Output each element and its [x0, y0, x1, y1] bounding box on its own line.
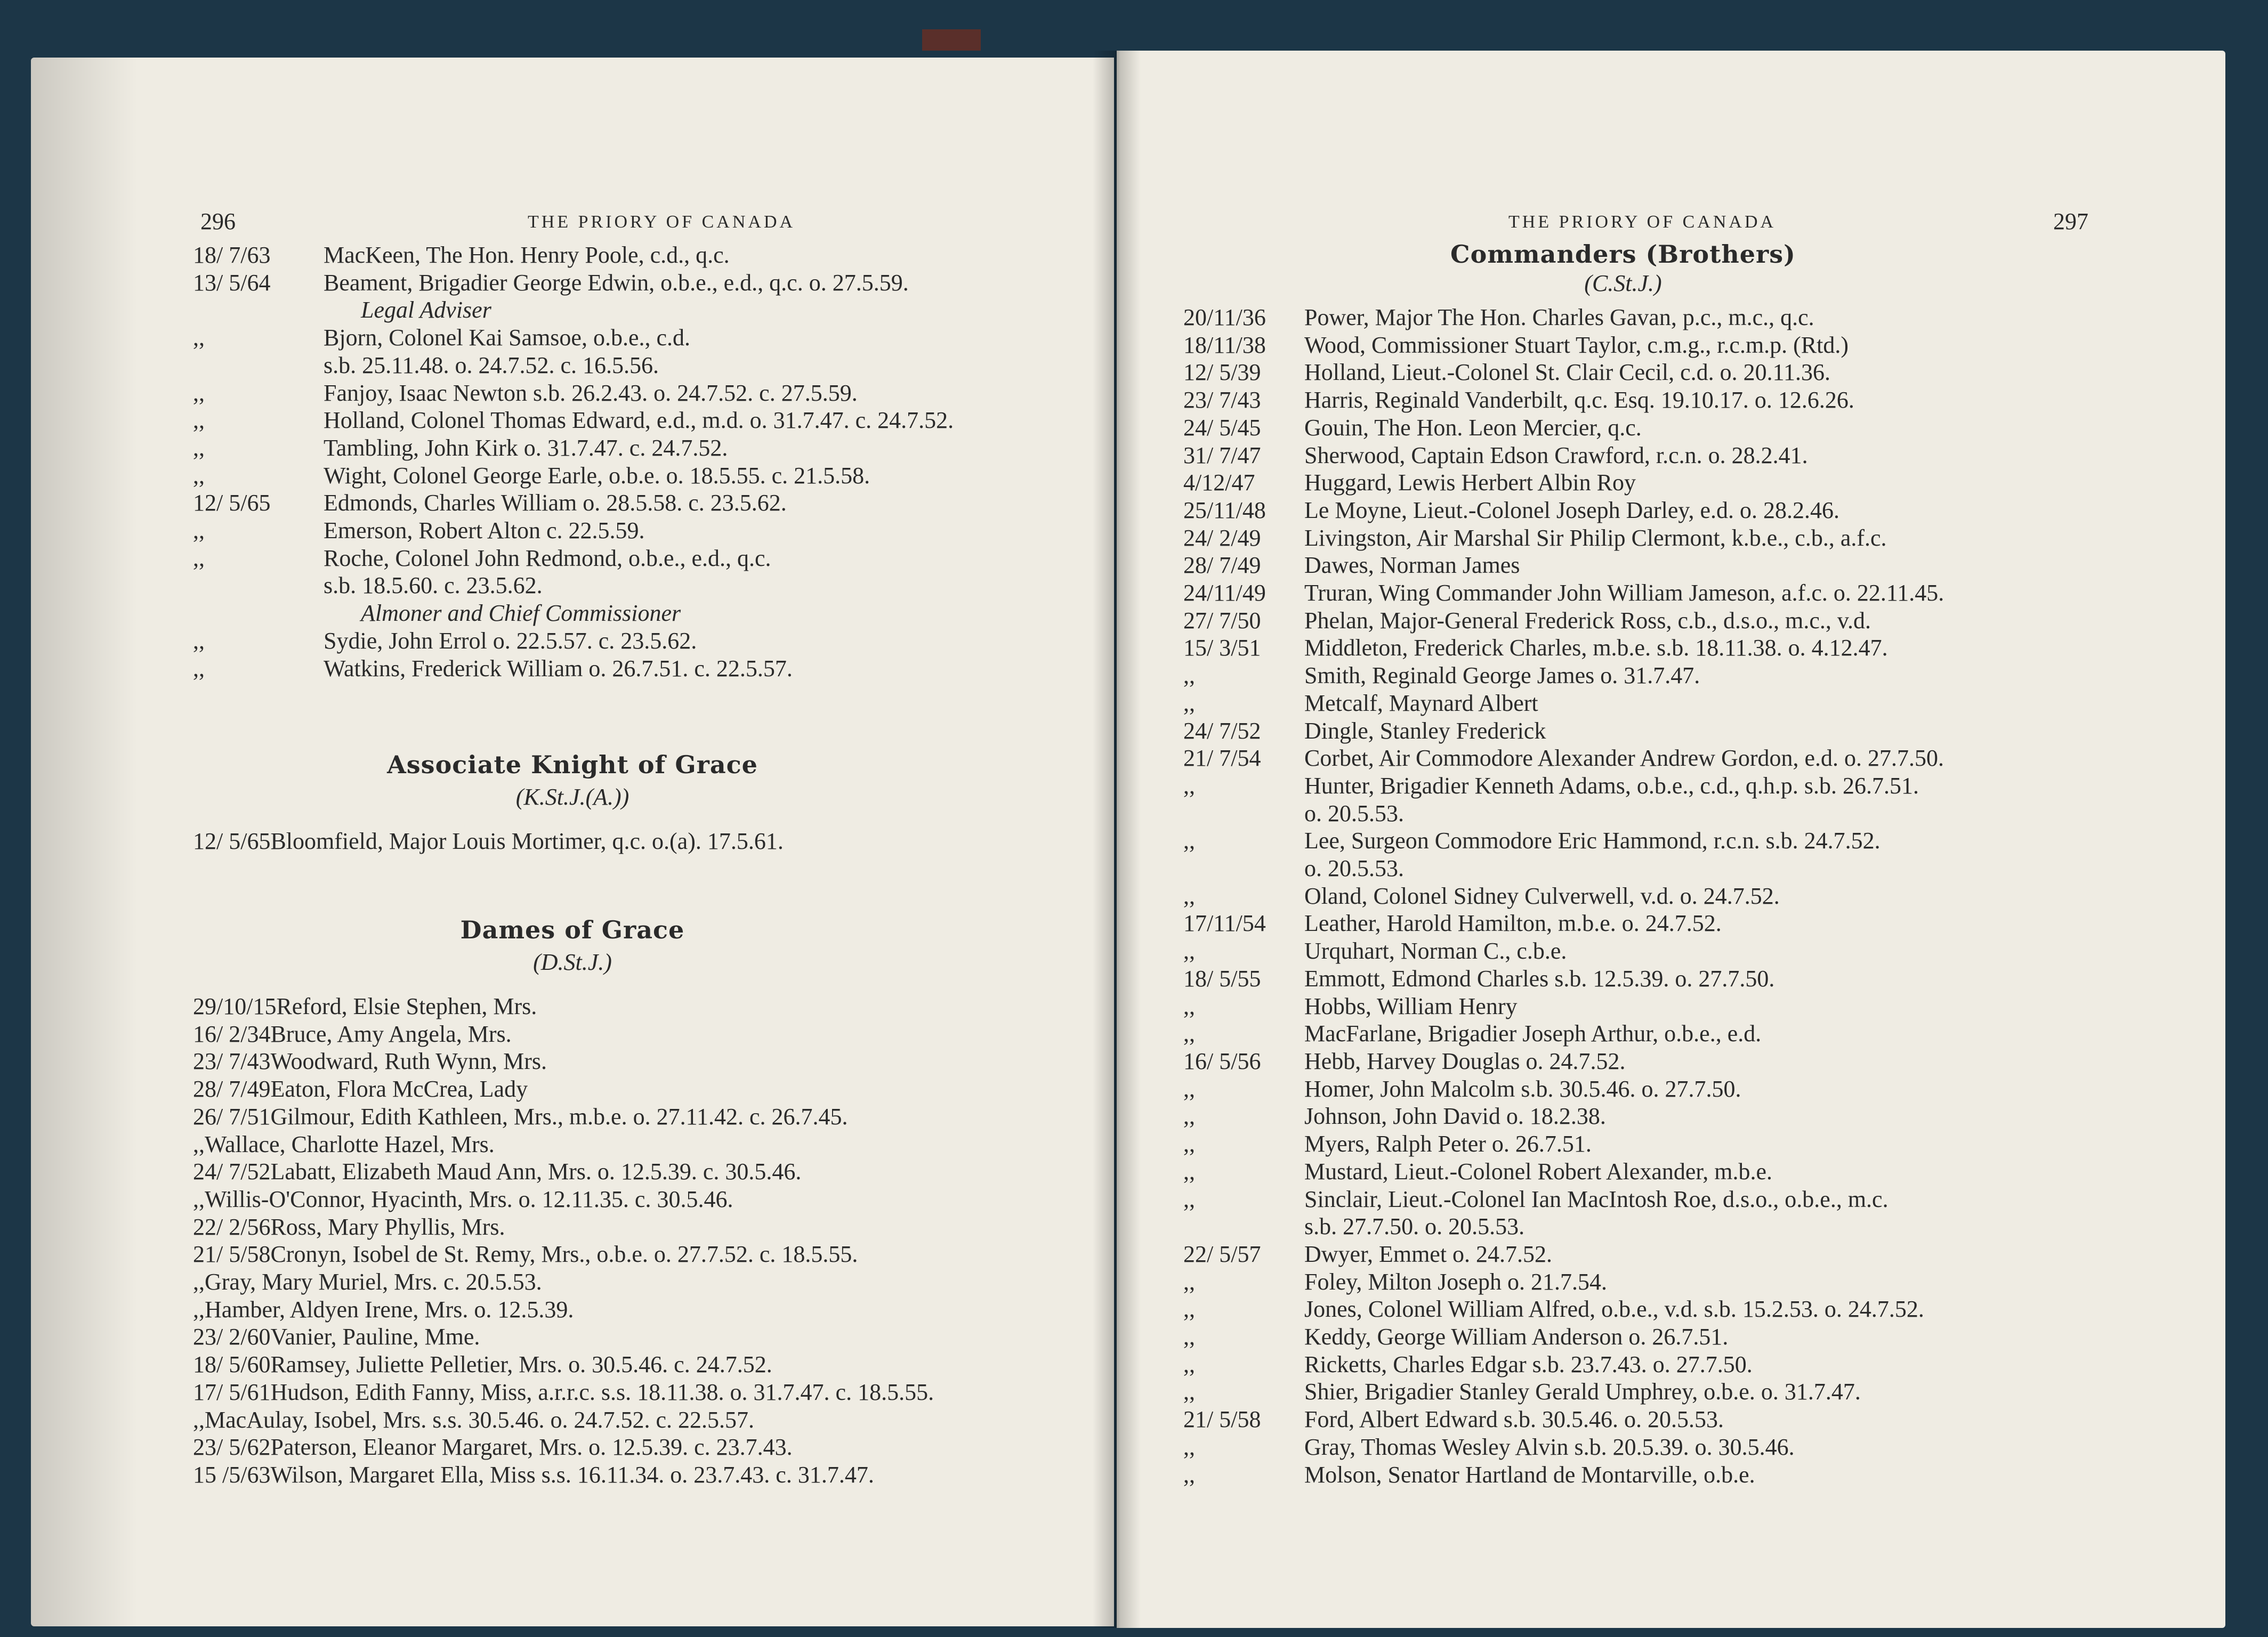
entry-text: Wight, Colonel George Earle, o.b.e. o. 18.5.55. c. 21.5.58. — [324, 462, 870, 489]
list-item — [193, 1323, 934, 1351]
entry-date: 15 /5/63 — [193, 1461, 271, 1488]
entry-date: 23/ 5/62 — [193, 1434, 271, 1461]
list-item — [193, 1461, 934, 1489]
entry-text: Johnson, John David o. 18.2.38. — [1304, 1103, 1606, 1130]
entry-text: s.b. 25.11.48. o. 24.7.52. c. 16.5.56. — [324, 352, 659, 378]
entry-text: Keddy, George William Anderson o. 26.7.51. — [1304, 1324, 1729, 1350]
entry-date — [193, 352, 324, 379]
entry-date: ,, — [193, 1269, 205, 1295]
list-item — [1183, 800, 1944, 828]
entry-text: Reford, Elsie Stephen, Mrs. — [276, 993, 537, 1019]
list-item — [1183, 1323, 1944, 1351]
list-item — [193, 1158, 934, 1186]
entry-text: Middleton, Frederick Charles, m.b.e. s.b. 18.11.38. o. 4.12.47. — [1304, 635, 1888, 661]
entry-date: ,, — [1183, 828, 1195, 854]
entry-date: ,, — [1183, 1296, 1195, 1323]
entry-date: 18/ 5/55 — [1183, 965, 1261, 992]
list-item — [1183, 414, 1944, 442]
list-item — [193, 1433, 934, 1461]
list-item — [193, 1131, 934, 1158]
entry-text: Labatt, Elizabeth Maud Ann, Mrs. o. 12.5.39. c. 30.5.46. — [270, 1158, 802, 1185]
entry-date: ,, — [1183, 1461, 1195, 1488]
entry-date: 24/11/49 — [1183, 580, 1266, 606]
entry-text: Hamber, Aldyen Irene, Mrs. o. 12.5.39. — [205, 1296, 574, 1323]
section-subtitle: (D.St.J.) — [533, 949, 612, 975]
entry-text: Livingston, Air Marshal Sir Philip Clermont, k.b.e., c.b., a.f.c. — [1304, 524, 1887, 551]
entry-text: Phelan, Major-General Frederick Ross, c.b., d.s.o., m.c., v.d. — [1304, 607, 1871, 634]
list-item — [193, 1213, 934, 1241]
list-item — [1183, 744, 1944, 772]
entry-text: Oland, Colonel Sidney Culverwell, v.d. o. 24.7.52. — [1304, 882, 1780, 909]
list-item — [1183, 717, 1944, 745]
entry-text: Metcalf, Maynard Albert — [1304, 690, 1538, 716]
entry-date: ,, — [193, 325, 205, 351]
entry-text: Tambling, John Kirk o. 31.7.47. c. 24.7.52. — [324, 434, 728, 461]
entry-date: 22/ 2/56 — [193, 1213, 271, 1240]
entry-text: Le Moyne, Lieut.-Colonel Joseph Darley, e.d. o. 28.2.46. — [1304, 497, 1840, 523]
list-item — [193, 324, 954, 352]
entry-text: Watkins, Frederick William o. 26.7.51. c. 22.5.57. — [324, 655, 793, 682]
entry-date: ,, — [193, 379, 205, 406]
dames-entries — [193, 993, 934, 1489]
list-item — [193, 241, 954, 269]
list-item — [1183, 1186, 1944, 1213]
list-item — [1183, 1048, 1944, 1075]
entry-text: Hunter, Brigadier Kenneth Adams, o.b.e., c.d., q.h.p. s.b. 26.7.51. — [1304, 772, 1919, 799]
list-item — [193, 489, 954, 517]
entry-text: Shier, Brigadier Stanley Gerald Umphrey, o.b.e. o. 31.7.47. — [1304, 1379, 1861, 1405]
entry-date — [1183, 855, 1304, 882]
entry-text: Dingle, Stanley Frederick — [1304, 717, 1546, 744]
entry-text: Fanjoy, Isaac Newton s.b. 26.2.43. o. 24.7.52. c. 27.5.59. — [324, 379, 858, 406]
gutter-shadow — [1093, 51, 1141, 1628]
entry-date: ,, — [193, 407, 205, 434]
list-item — [1183, 634, 1944, 662]
list-item — [1183, 1268, 1944, 1296]
entry-text: MacKeen, The Hon. Henry Poole, c.d., q.c. — [324, 242, 730, 268]
entry-date: ,, — [193, 462, 205, 489]
list-item — [1183, 386, 1944, 414]
entry-date: 23/ 2/60 — [193, 1324, 271, 1350]
entry-date: ,, — [193, 517, 205, 544]
entry-date: 27/ 7/50 — [1183, 607, 1261, 634]
entry-date: ,, — [1183, 1075, 1195, 1102]
entry-text: Sinclair, Lieut.-Colonel Ian MacIntosh Roe, d.s.o., o.b.e., m.c. — [1304, 1186, 1888, 1212]
entry-text: MacAulay, Isobel, Mrs. s.s. 30.5.46. o. 24.7.52. c. 22.5.57. — [205, 1406, 755, 1433]
entry-date: ,, — [1183, 1324, 1195, 1350]
list-item — [1183, 1406, 1944, 1433]
entry-text: Jones, Colonel William Alfred, o.b.e., v.d. s.b. 15.2.53. o. 24.7.52. — [1304, 1296, 1924, 1323]
list-item — [193, 1268, 934, 1296]
list-item — [1183, 662, 1944, 690]
list-item — [1183, 1461, 1944, 1489]
entry-text: Sydie, John Errol o. 22.5.57. c. 23.5.62. — [324, 627, 697, 654]
entry-date: 29/10/15 — [193, 993, 277, 1019]
list-item — [1183, 690, 1944, 717]
entry-text: Emerson, Robert Alton c. 22.5.59. — [324, 517, 645, 544]
entry-text: o. 20.5.53. — [1304, 800, 1404, 826]
entry-date: 28/ 7/49 — [1183, 552, 1261, 579]
entry-date: 23/ 7/43 — [193, 1048, 271, 1075]
entry-text: Ford, Albert Edward s.b. 30.5.46. o. 20.5.53. — [1304, 1406, 1724, 1433]
entry-date — [1183, 800, 1304, 828]
list-item — [193, 1186, 934, 1213]
list-item — [1183, 772, 1944, 800]
list-item — [193, 379, 954, 407]
entry-text: Ross, Mary Phyllis, Mrs. — [270, 1213, 505, 1240]
entry-date: ,, — [1183, 1268, 1195, 1295]
left-running-head: THE PRIORY OF CANADA — [528, 212, 796, 232]
list-item — [193, 1241, 934, 1268]
entry-text: Dawes, Norman James — [1304, 552, 1520, 579]
entry-date: 12/ 5/65 — [193, 490, 271, 516]
entry-date: 17/11/54 — [1183, 910, 1266, 937]
entry-date: ,, — [1183, 1433, 1195, 1460]
entry-text: MacFarlane, Brigadier Joseph Arthur, o.b.e., e.d. — [1304, 1020, 1762, 1047]
list-item — [1183, 937, 1944, 965]
entry-text: Willis-O'Connor, Hyacinth, Mrs. o. 12.11.35. c. 30.5.46. — [205, 1186, 733, 1212]
list-item — [1183, 827, 1944, 855]
list-item — [193, 352, 954, 379]
list-item — [193, 269, 954, 297]
entry-date: ,, — [1183, 1158, 1195, 1185]
entry-date: ,, — [193, 1296, 205, 1323]
entry-text: Beament, Brigadier George Edwin, o.b.e., e.d., q.c. o. 27.5.59. — [324, 269, 909, 296]
entry-text: Wallace, Charlotte Hazel, Mrs. — [205, 1131, 495, 1157]
entry-date: 31/ 7/47 — [1183, 442, 1261, 468]
entry-text: Harris, Reginald Vanderbilt, q.c. Esq. 19.10.17. o. 12.6.26. — [1304, 387, 1854, 414]
entry-text: Urquhart, Norman C., c.b.e. — [1304, 938, 1567, 965]
entry-text: Leather, Harold Hamilton, m.b.e. o. 24.7.52. — [1304, 910, 1722, 937]
entry-text: Paterson, Eleanor Margaret, Mrs. o. 12.5.39. c. 23.7.43. — [270, 1434, 793, 1461]
commanders-entries — [1183, 304, 1944, 1488]
entry-date: 28/ 7/49 — [193, 1076, 271, 1103]
entry-text: Wood, Commissioner Stuart Taylor, c.m.g., r.c.m.p. (Rtd.) — [1304, 331, 1849, 358]
entry-date: 21/ 5/58 — [1183, 1406, 1261, 1433]
entry-date: 13/ 5/64 — [193, 269, 271, 296]
list-item — [1183, 855, 1944, 882]
entry-date: ,, — [193, 655, 205, 682]
entry-text: Gouin, The Hon. Leon Mercier, q.c. — [1304, 414, 1642, 441]
list-item — [1183, 579, 1944, 607]
list-item — [1183, 359, 1944, 386]
list-item — [1183, 993, 1944, 1020]
entry-text: Molson, Senator Hartland de Montarville, o.b.e. — [1304, 1461, 1755, 1488]
entry-date: 24/ 7/52 — [1183, 717, 1261, 744]
page-shadow — [31, 58, 138, 1626]
entry-date: 16/ 2/34 — [193, 1020, 271, 1047]
entry-text: Emmott, Edmond Charles s.b. 12.5.39. o. 27.7.50. — [1304, 965, 1775, 992]
binding-mark — [922, 29, 981, 51]
entry-text: Dwyer, Emmet o. 24.7.52. — [1304, 1241, 1553, 1267]
entry-date: ,, — [1183, 1379, 1195, 1405]
entry-date: ,, — [1183, 662, 1195, 689]
entry-text: Hudson, Edith Fanny, Miss, a.r.r.c. s.s. 18.11.38. o. 31.7.47. c. 18.5.55. — [270, 1379, 934, 1405]
entry-date: ,, — [1183, 690, 1195, 716]
entry-date — [193, 572, 324, 599]
entry-text: Sherwood, Captain Edson Crawford, r.c.n. o. 28.2.41. — [1304, 442, 1808, 468]
list-item — [193, 1103, 934, 1131]
entry-date: ,, — [1183, 772, 1195, 799]
entry-text: o. 20.5.53. — [1304, 855, 1404, 882]
section-title: Commanders (Brothers) — [1450, 240, 1796, 269]
entry-date: 20/11/36 — [1183, 304, 1266, 330]
entry-date: 15/ 3/51 — [1183, 635, 1261, 661]
entry-date: 22/ 5/57 — [1183, 1241, 1261, 1267]
entry-date: ,, — [193, 1406, 205, 1433]
list-item — [1183, 1351, 1944, 1379]
entry-date: ,, — [1183, 993, 1195, 1019]
entry-date: 24/ 7/52 — [193, 1158, 271, 1185]
list-item — [193, 655, 954, 683]
list-item — [193, 1351, 934, 1379]
entry-date: 12/ 5/39 — [1183, 359, 1261, 386]
list-item — [1183, 552, 1944, 579]
right-page-number: 297 — [2053, 208, 2088, 234]
entry-text: Cronyn, Isobel de St. Remy, Mrs., o.b.e. o. 27.7.52. c. 18.5.55. — [270, 1241, 858, 1268]
entry-text: Homer, John Malcolm s.b. 30.5.46. o. 27.7.50. — [1304, 1075, 1741, 1102]
entry-text: Corbet, Air Commodore Alexander Andrew Gordon, e.d. o. 27.7.50. — [1304, 745, 1944, 772]
entry-date: 21/ 7/54 — [1183, 745, 1261, 772]
dames-section — [31, 915, 1114, 976]
entry-text: s.b. 18.5.60. c. 23.5.62. — [324, 572, 543, 599]
list-item — [193, 1406, 934, 1434]
entry-date: 18/11/38 — [1183, 331, 1266, 358]
list-item — [193, 1296, 934, 1324]
left-page-number: 296 — [200, 208, 236, 234]
list-item — [1183, 1020, 1944, 1048]
entry-text: Wilson, Margaret Ella, Miss s.s. 16.11.34. o. 23.7.43. c. 31.7.47. — [270, 1461, 874, 1488]
list-item — [1183, 442, 1944, 469]
list-item — [193, 517, 954, 545]
entry-text: Ramsey, Juliette Pelletier, Mrs. o. 30.5.46. c. 24.7.52. — [270, 1351, 772, 1378]
entry-text: Roche, Colonel John Redmond, o.b.e., e.d., q.c. — [324, 545, 771, 571]
entry-date — [1183, 1213, 1304, 1241]
entry-date: ,, — [1183, 1186, 1195, 1212]
entry-text: Vanier, Pauline, Mme. — [270, 1324, 480, 1350]
list-item — [1183, 304, 1944, 331]
entry-text: Hobbs, William Henry — [1304, 993, 1518, 1019]
entry-text: Huggard, Lewis Herbert Albin Roy — [1304, 469, 1636, 496]
list-item — [193, 407, 954, 434]
list-item — [193, 545, 954, 572]
entry-text: Holland, Colonel Thomas Edward, e.d., m.d. o. 31.7.47. c. 24.7.52. — [324, 407, 954, 434]
entry-text: s.b. 27.7.50. o. 20.5.53. — [1304, 1213, 1525, 1240]
list-item — [193, 462, 954, 490]
entry-text: Edmonds, Charles William o. 28.5.58. c. 23.5.62. — [324, 490, 787, 516]
entry-text: Gray, Thomas Wesley Alvin s.b. 20.5.39. o. 30.5.46. — [1304, 1433, 1795, 1460]
entry-date — [193, 599, 324, 627]
entry-text: Holland, Lieut.-Colonel St. Clair Cecil, c.d. o. 20.11.36. — [1304, 359, 1831, 386]
entry-date: ,, — [1183, 1020, 1195, 1047]
entry-date: 16/ 5/56 — [1183, 1048, 1261, 1074]
list-item — [1183, 1130, 1944, 1158]
list-item — [193, 296, 954, 324]
entry-text: Eaton, Flora McCrea, Lady — [270, 1076, 528, 1103]
entry-date: 18/ 5/60 — [193, 1351, 271, 1378]
entry-text: Mustard, Lieut.-Colonel Robert Alexander, m.b.e. — [1304, 1158, 1773, 1185]
right-page — [1117, 51, 2225, 1628]
entry-date: 18/ 7/63 — [193, 242, 271, 268]
entry-date: ,, — [193, 1186, 205, 1212]
section-subtitle: (K.St.J.(A.)) — [515, 784, 629, 810]
entry-date: 17/ 5/61 — [193, 1379, 271, 1405]
list-item — [1183, 1213, 1944, 1241]
list-item — [1183, 965, 1944, 993]
list-item — [193, 627, 954, 655]
associate-entries — [193, 828, 784, 855]
entry-date: ,, — [193, 545, 205, 571]
list-item — [1183, 1103, 1944, 1130]
entry-text: Woodward, Ruth Wynn, Mrs. — [270, 1048, 547, 1075]
entry-date: ,, — [1183, 882, 1195, 909]
entry-text: Lee, Surgeon Commodore Eric Hammond, r.c.n. s.b. 24.7.52. — [1304, 828, 1880, 854]
list-item — [193, 1075, 934, 1103]
list-item — [1183, 1378, 1944, 1406]
entry-text: Bloomfield, Major Louis Mortimer, q.c. o.(a). 17.5.61. — [270, 828, 784, 854]
list-item — [1183, 1295, 1944, 1323]
entry-text: Hebb, Harvey Douglas o. 24.7.52. — [1304, 1048, 1626, 1074]
list-item — [1183, 1158, 1944, 1186]
list-item — [193, 828, 784, 855]
entry-date — [193, 296, 324, 324]
list-item — [193, 599, 954, 627]
section-title: Associate Knight of Grace — [387, 750, 758, 779]
entry-date: 21/ 5/58 — [193, 1241, 271, 1268]
entry-date: ,, — [193, 434, 205, 461]
entry-date: 24/ 5/45 — [1183, 414, 1261, 441]
list-item — [1183, 607, 1944, 635]
entry-date: ,, — [1183, 1131, 1195, 1157]
left-page — [31, 58, 1114, 1626]
list-item — [1183, 331, 1944, 359]
list-item — [193, 1020, 934, 1048]
list-item — [1183, 1433, 1944, 1461]
entry-text: Myers, Ralph Peter o. 26.7.51. — [1304, 1131, 1592, 1157]
list-item — [1183, 1241, 1944, 1268]
list-item — [193, 434, 954, 462]
entry-text: Ricketts, Charles Edgar s.b. 23.7.43. o. 27.7.50. — [1304, 1351, 1753, 1377]
entry-date: 23/ 7/43 — [1183, 387, 1261, 414]
entry-heading: Almoner and Chief Commissioner — [361, 600, 681, 627]
section-title: Dames of Grace — [460, 915, 685, 944]
entry-text: Bruce, Amy Angela, Mrs. — [270, 1020, 512, 1047]
list-item — [193, 1379, 934, 1406]
entry-text: Truran, Wing Commander John William Jameson, a.f.c. o. 22.11.45. — [1304, 580, 1944, 606]
list-item — [193, 1048, 934, 1075]
list-item — [1183, 910, 1944, 937]
entry-date: 4/12/47 — [1183, 469, 1255, 496]
entry-text: Power, Major The Hon. Charles Gavan, p.c., m.c., q.c. — [1304, 304, 1814, 330]
list-item — [1183, 497, 1944, 524]
entry-text: Gray, Mary Muriel, Mrs. c. 20.5.53. — [205, 1269, 542, 1295]
list-item — [1183, 524, 1944, 552]
entry-text: Gilmour, Edith Kathleen, Mrs., m.b.e. o. 27.11.42. c. 26.7.45. — [270, 1103, 848, 1130]
entry-date: ,, — [193, 627, 205, 654]
list-item — [1183, 469, 1944, 497]
entry-text: Foley, Milton Joseph o. 21.7.54. — [1304, 1268, 1607, 1295]
entry-date: ,, — [193, 1131, 205, 1157]
list-item — [193, 572, 954, 599]
entry-date: ,, — [1183, 938, 1195, 965]
entry-date: 25/11/48 — [1183, 497, 1266, 523]
entry-date: 26/ 7/51 — [193, 1103, 271, 1130]
list-item — [193, 993, 934, 1020]
entry-date: ,, — [1183, 1351, 1195, 1377]
entry-text: Bjorn, Colonel Kai Samsoe, o.b.e., c.d. — [324, 325, 691, 351]
list-item — [1183, 882, 1944, 910]
entry-date: ,, — [1183, 1103, 1195, 1130]
entry-heading: Legal Adviser — [361, 297, 491, 323]
associate-section — [31, 750, 1114, 811]
entry-text: Smith, Reginald George James o. 31.7.47. — [1304, 662, 1700, 689]
section-subtitle: (C.St.J.) — [1584, 270, 1662, 296]
entry-date: 24/ 2/49 — [1183, 524, 1261, 551]
entry-date: 12/ 5/65 — [193, 828, 271, 854]
commanders-section — [1231, 240, 2015, 297]
right-running-head: THE PRIORY OF CANADA — [1508, 212, 1777, 232]
list-item — [1183, 1075, 1944, 1103]
left-top-entries — [193, 241, 954, 682]
